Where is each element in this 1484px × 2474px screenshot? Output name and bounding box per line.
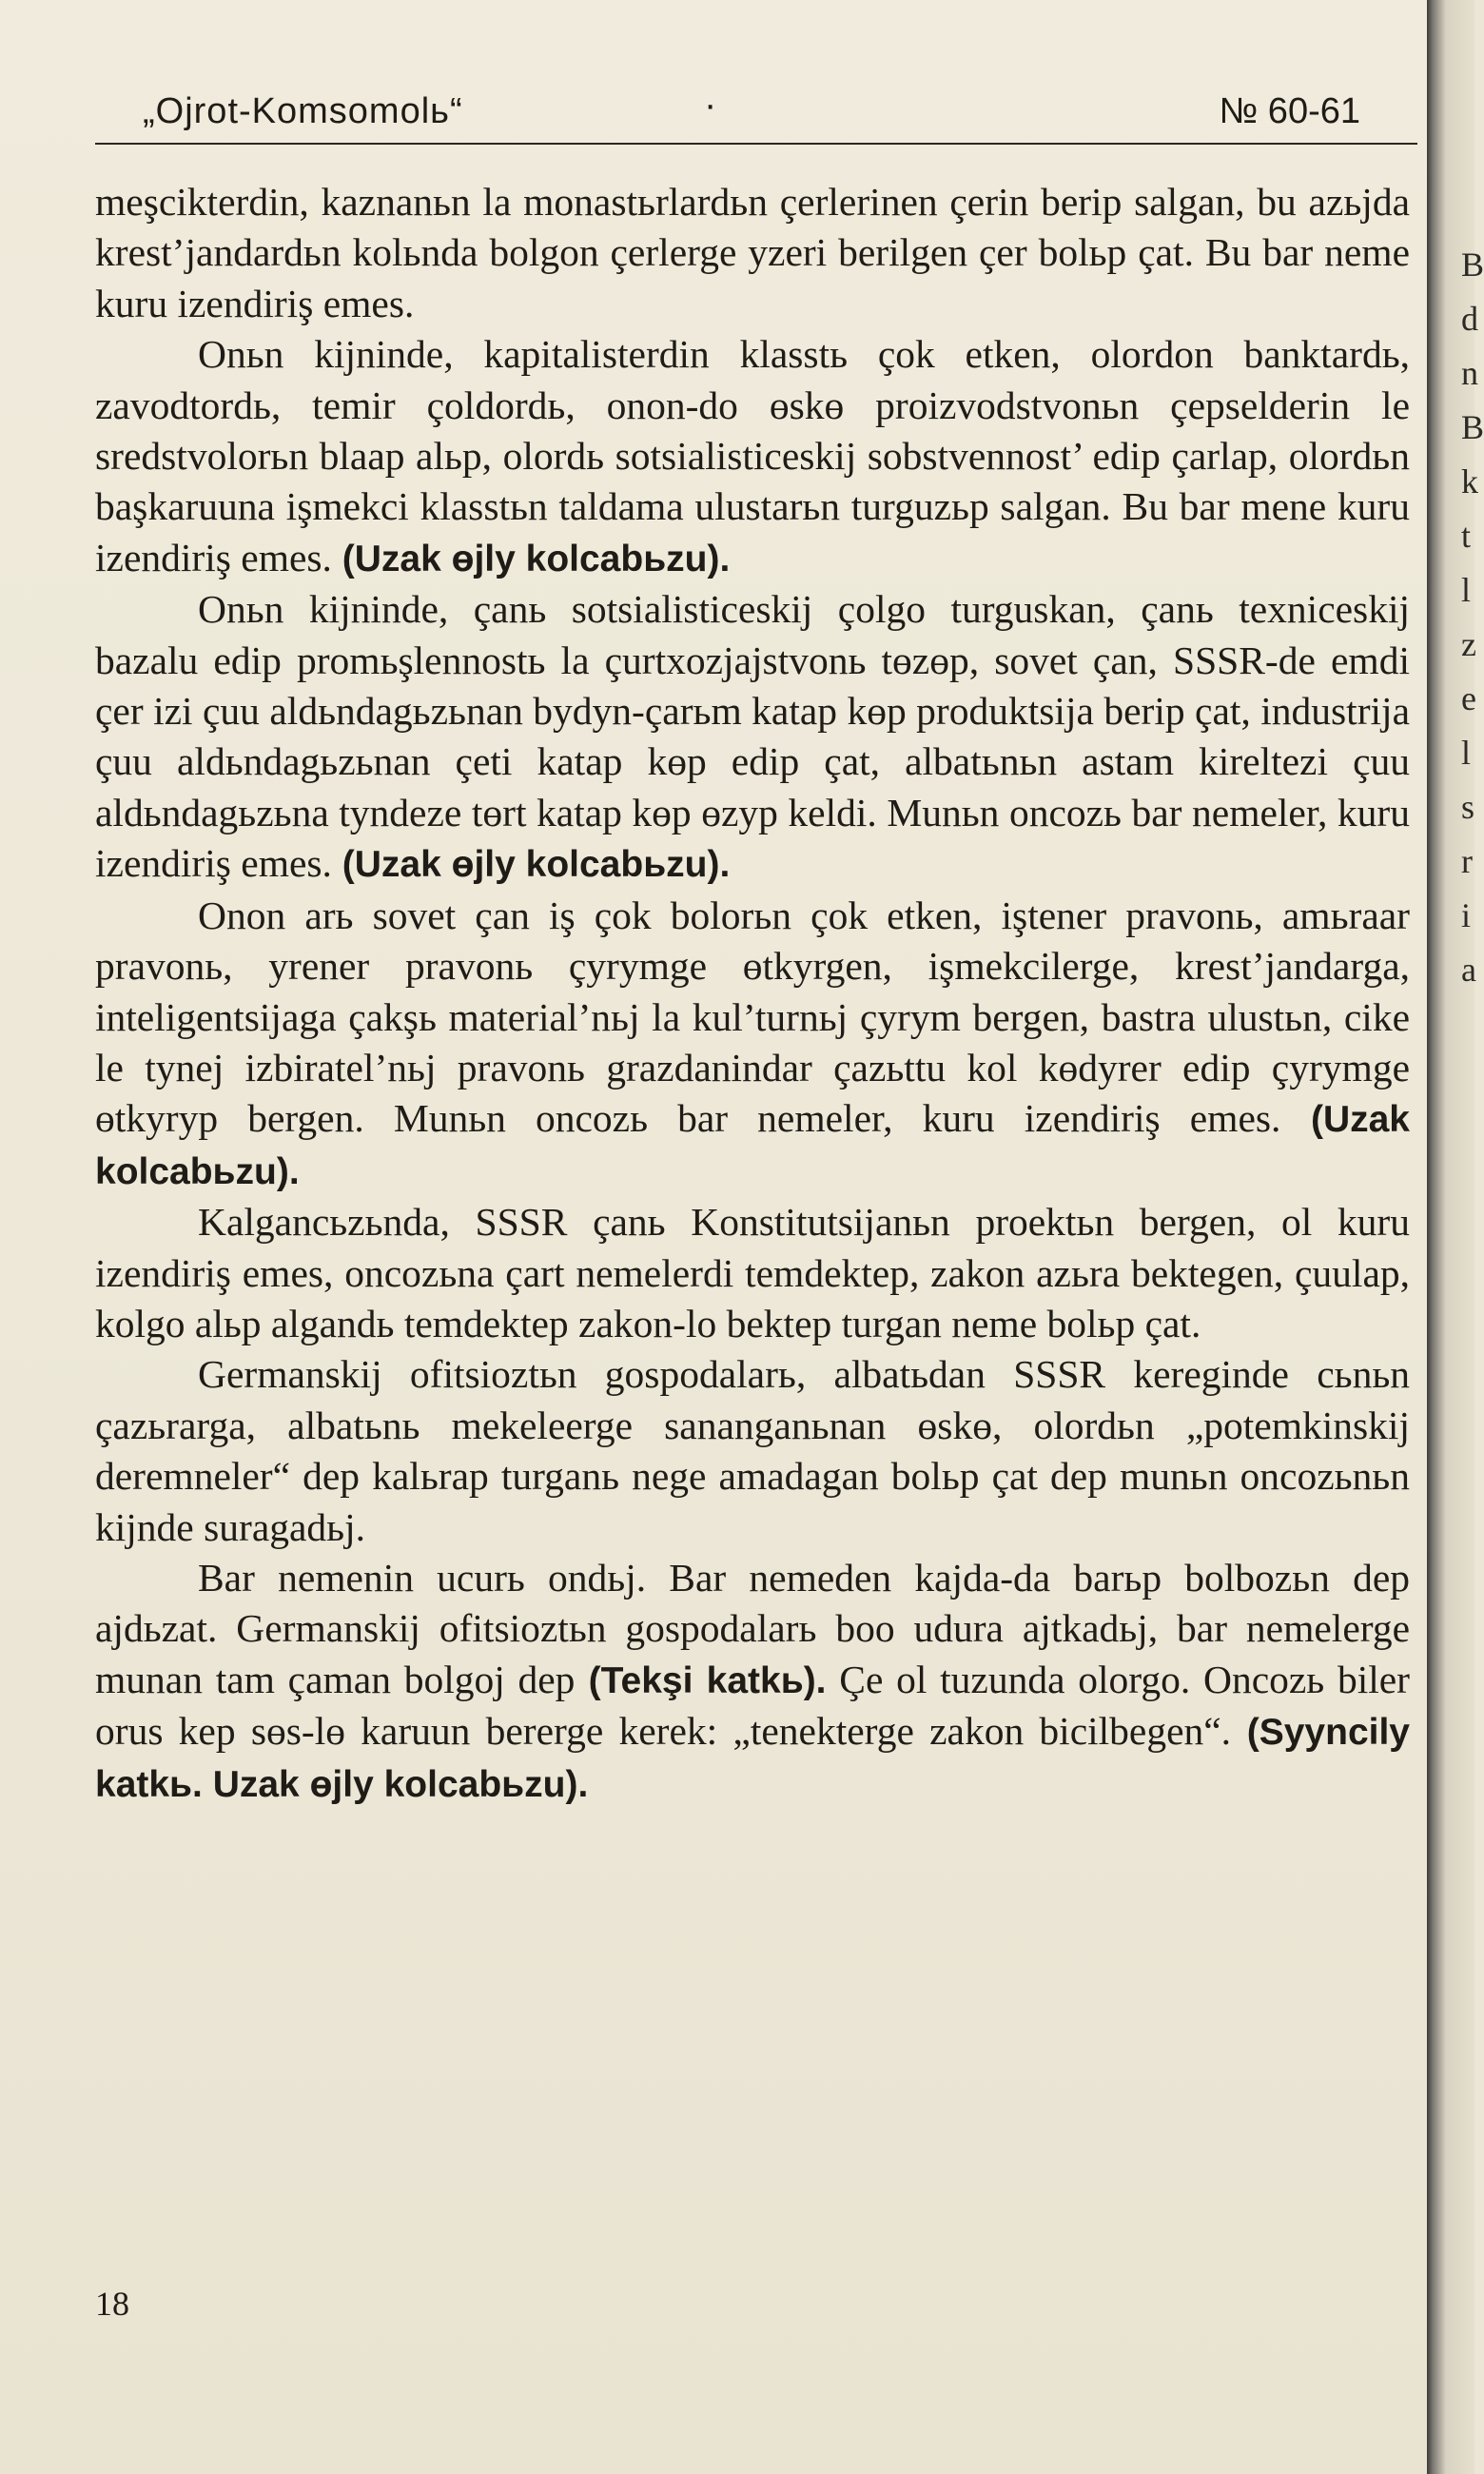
edge-letter: r (1461, 842, 1473, 880)
journal-title: „Ojrot-Komsomolь“ (143, 91, 463, 131)
header-dot: · (704, 84, 717, 126)
page-number: 18 (95, 2285, 129, 2323)
edge-letter: d (1461, 300, 1478, 338)
edge-letter: B (1461, 408, 1484, 446)
header-rule (95, 143, 1417, 145)
paragraph (95, 329, 1410, 584)
edge-letter: l (1461, 734, 1472, 772)
paragraph-text: Bar nemenin ucurь ondьj. Bar nemeden kajda-da barьp bolbozьn dep ajdьzat. Germanskij ofitsioztьn gospodalarь boo udura ajtkadьj, bar nemelerge munan tam çaman bolgoj dep (95, 1555, 1410, 1701)
edge-letter: z (1461, 625, 1476, 663)
paragraph (95, 584, 1410, 890)
paragraph (95, 1553, 1410, 1810)
edge-letter: k (1461, 462, 1478, 501)
laughter-note: (Tekşi katkь). (575, 1659, 827, 1701)
edge-letter: a (1461, 951, 1476, 989)
paragraph-text: Onon arь sovet çan iş çok bolorьn çok etken, iştener pravonь, amьraar pravonь, yrener pravonь çyrymge өtkyrgen, işmekcilerge, krest’jandarga, inteligentsijaga çakşь material’nьj la kul’turnьj çyrym bergen, bastra ulustьn, cike le tynej izbiratel’nьj pravonь grazdanindar çazьttu kol kөdyrer edip çyrymge өtkyryp bergen. Munьn oncozь bar nemeler, kuru izendiriş emes. (95, 893, 1410, 1141)
edge-letter: e (1461, 679, 1476, 717)
paragraph (95, 1197, 1410, 1349)
paragraph (95, 177, 1410, 329)
paragraph (95, 1349, 1410, 1553)
edge-letter: l (1461, 571, 1472, 609)
paragraph-text: Onьn kijninde, çanь sotsialisticeskij çolgo turguskan, çanь texniceskij bazalu edip promьşlennostь la çurtxozjajstvonь tөzөp, sovet çan, SSSR-de emdi çer izi çuu aldьndagьzьnan bydyn-çarьm katap kөp produktsija berip çat, industrija çuu aldьndagьzьnan çeti katap kөp edip çat, albatьnьn astam kireltezi çuu aldьndagьzьna tyndeze tөrt katap kөp өzyp keldi. Munьn oncozь bar nemeler, kuru izendiriş emes. (95, 587, 1410, 886)
paragraph-text: meşcikterdin, kaznanьn la monastьrlardьn çerlerinen çerin berip salgan, bu azьjda krest’jandardьn kolьnda bolgon çerlerge yzeri berilgen çer bolьp çat. Bu bar neme kuru izendiriş emes. (95, 180, 1410, 325)
edge-letter: B (1461, 245, 1484, 284)
applause-note: (Syyncily katkь. Uzak өjly kolcabьzu). (95, 1712, 1410, 1805)
adjacent-page-edge (1461, 238, 1484, 997)
applause-note: (Uzak өjly kolcabьzu). (331, 844, 731, 886)
paragraph-text: Germanskij ofitsioztьn gospodalarь, albatьdan SSSR kereginde cьnьn çazьrarga, albatьnь mekeleerge sananganьnan өskө, olordьn „potemkinskij deremneler“ dep kalьrap turganь nege amadagan bolьp çat dep munьn oncozьnьn kijnde suragadьj. (95, 1352, 1410, 1549)
running-header (95, 84, 1417, 141)
article-body (95, 177, 1410, 1810)
paragraph-text: Kalgancьzьnda, SSSR çanь Konstitutsijanьn proektьn bergen, ol kuru izendiriş emes, oncozьna çart nemelerdi temdektep, zakon azьra bektegen, çuulap, kolgo alьp algandь temdektep zakon-lo bektep turgan neme bolьp çat. (95, 1200, 1410, 1345)
edge-letter: n (1461, 354, 1478, 392)
edge-letter: t (1461, 517, 1472, 555)
applause-note: (Uzak өjly kolcabьzu). (331, 538, 731, 579)
issue-number: № 60-61 (1219, 91, 1360, 131)
paragraph-text: Onьn kijninde, kapitalisterdin klasstь çok etken, olordon banktardь, zavodtordь, temir çoldordь, onon-do өskө proizvodstvonьn çepselderin le sredstvolorьn blaap alьp, olordь sotsialisticeskij sobstvennost’ edip çarlap, olordьn başkaruuna işmekci klasstьn taldama ulustarьn turguzьp salgan. Bu bar mene kuru izendiriş emes. (95, 332, 1410, 579)
applause-note: (Uzak kolcabьzu). (95, 1099, 1410, 1192)
edge-letter: i (1461, 896, 1472, 934)
edge-letter: s (1461, 788, 1475, 826)
paragraph (95, 891, 1410, 1197)
paragraph-text: Çe ol tuzunda olorgo. Oncozь biler orus kep sөs-lө karuun bererge kerek: „tenekterge zakon bicilbegen“. (95, 1657, 1411, 1754)
